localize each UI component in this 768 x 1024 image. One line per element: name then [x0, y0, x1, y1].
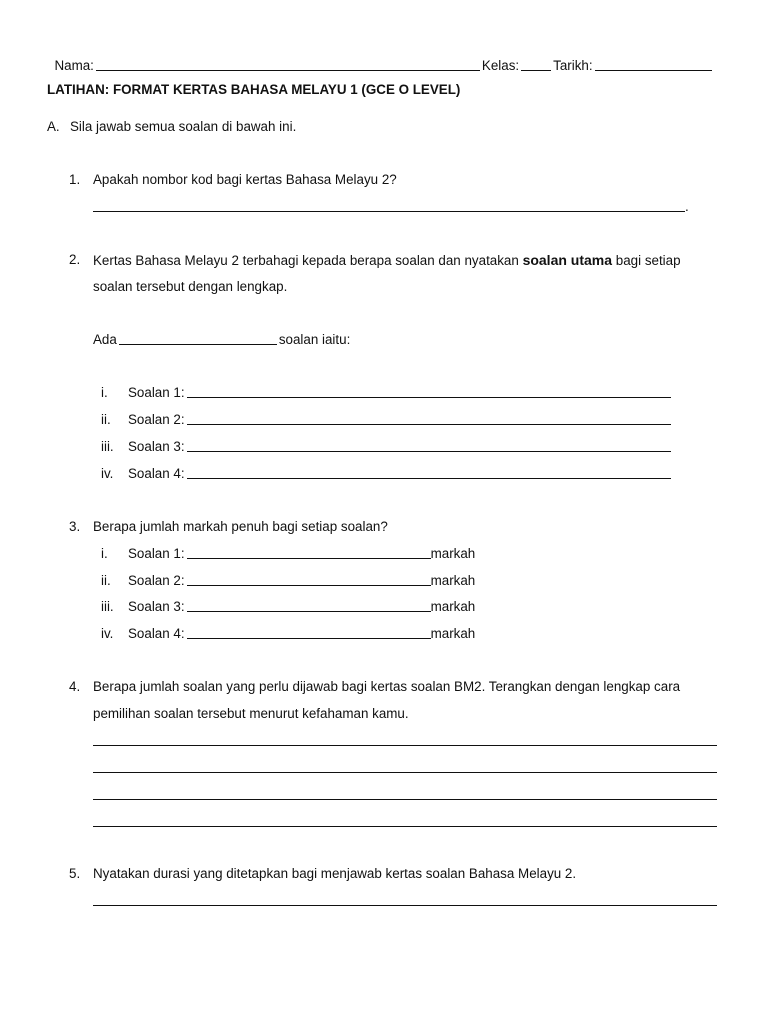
q1-number: 1.	[69, 172, 81, 187]
q2-item	[128, 386, 673, 399]
q2-item-roman: ii.	[101, 412, 111, 427]
q3-item-blank[interactable]	[187, 611, 431, 612]
q2-item-roman: i.	[101, 385, 108, 400]
q5-text: Nyatakan durasi yang ditetapkan bagi menjawab kertas soalan Bahasa Melayu 2.	[93, 866, 577, 881]
q2-item-blank[interactable]	[187, 424, 671, 425]
q4-answer-line[interactable]	[93, 734, 717, 747]
q1-period: .	[685, 199, 689, 214]
q3-item-roman: iv.	[101, 626, 114, 641]
q2-text-b: bagi setiap	[615, 253, 681, 268]
q3-item	[128, 574, 475, 587]
q1-answer-line[interactable]	[93, 200, 689, 213]
class-label: Kelas:	[481, 58, 520, 74]
q4-number: 4.	[69, 679, 81, 694]
header-line	[47, 46, 714, 73]
q4-blank[interactable]	[93, 772, 717, 773]
q3-item	[128, 547, 475, 560]
q3-item-unit: markah	[430, 626, 476, 641]
q4-answer-line[interactable]	[93, 815, 717, 828]
section-letter: A.	[47, 119, 60, 134]
q2-item-blank[interactable]	[187, 451, 671, 452]
name-label: Nama:	[54, 58, 94, 74]
q3-item-label: Soalan 1:	[128, 546, 185, 561]
q3-item-roman: ii.	[101, 573, 111, 588]
q4-text-line2: pemilihan soalan tersebut menurut kefahaman kamu.	[93, 706, 409, 721]
q2-item-label: Soalan 1:	[128, 385, 185, 400]
section-instruction: Sila jawab semua soalan di bawah ini.	[70, 119, 297, 134]
q2-item-roman: iii.	[101, 439, 114, 454]
date-label: Tarikh:	[553, 58, 593, 74]
q5-answer-line[interactable]	[93, 894, 717, 907]
q2-item-label: Soalan 3:	[128, 439, 185, 454]
q3-item	[128, 627, 475, 640]
q3-item	[128, 600, 475, 613]
q1-text: Apakah nombor kod bagi kertas Bahasa Melayu 2?	[93, 172, 397, 187]
q3-item-unit: markah	[430, 599, 476, 614]
q3-item-unit: markah	[430, 573, 476, 588]
q4-blank[interactable]	[93, 799, 717, 800]
q2-item	[128, 413, 673, 426]
q3-number: 3.	[69, 519, 81, 534]
q1-blank[interactable]	[93, 211, 685, 212]
class-blank[interactable]	[521, 70, 551, 71]
q4-answer-line[interactable]	[93, 788, 717, 801]
q3-item-label: Soalan 4:	[128, 626, 185, 641]
q2-ada-line	[93, 333, 350, 346]
q3-item-blank[interactable]	[187, 558, 431, 559]
q3-item-label: Soalan 2:	[128, 573, 185, 588]
q2-text-bold: soalan utama	[522, 252, 613, 268]
q2-ada-label: Ada	[93, 332, 117, 347]
q4-blank[interactable]	[93, 826, 717, 827]
q5-number: 5.	[69, 866, 81, 881]
q4-answer-line[interactable]	[93, 761, 717, 774]
q3-item-unit: markah	[430, 546, 476, 561]
q3-text: Berapa jumlah markah penuh bagi setiap soalan?	[93, 519, 388, 534]
q2-item-blank[interactable]	[187, 478, 671, 479]
name-blank[interactable]	[96, 70, 480, 71]
q2-text-line1	[93, 253, 681, 267]
q2-item-blank[interactable]	[187, 397, 671, 398]
q3-item-blank[interactable]	[187, 638, 431, 639]
q2-text-line2: soalan tersebut dengan lengkap.	[93, 279, 288, 294]
q4-text-line1: Berapa jumlah soalan yang perlu dijawab bagi kertas soalan BM2. Terangkan dengan lengkap cara	[93, 679, 681, 694]
q2-number: 2.	[69, 252, 81, 267]
q2-count-blank[interactable]	[119, 344, 277, 345]
q2-ada-suffix: soalan iaitu:	[278, 332, 351, 347]
page-title: LATIHAN: FORMAT KERTAS BAHASA MELAYU 1 (GCE O LEVEL)	[47, 82, 461, 97]
q2-item	[128, 440, 673, 453]
date-blank[interactable]	[595, 70, 712, 71]
q3-item-roman: iii.	[101, 599, 114, 614]
q3-item-roman: i.	[101, 546, 108, 561]
q2-item-roman: iv.	[101, 466, 114, 481]
q3-item-label: Soalan 3:	[128, 599, 185, 614]
q2-text-a: Kertas Bahasa Melayu 2 terbahagi kepada berapa soalan dan nyatakan	[93, 253, 519, 268]
q2-item	[128, 467, 673, 480]
q2-item-label: Soalan 4:	[128, 466, 185, 481]
q2-item-label: Soalan 2:	[128, 412, 185, 427]
q5-blank[interactable]	[93, 905, 717, 906]
q3-item-blank[interactable]	[187, 585, 431, 586]
q4-blank[interactable]	[93, 745, 717, 746]
